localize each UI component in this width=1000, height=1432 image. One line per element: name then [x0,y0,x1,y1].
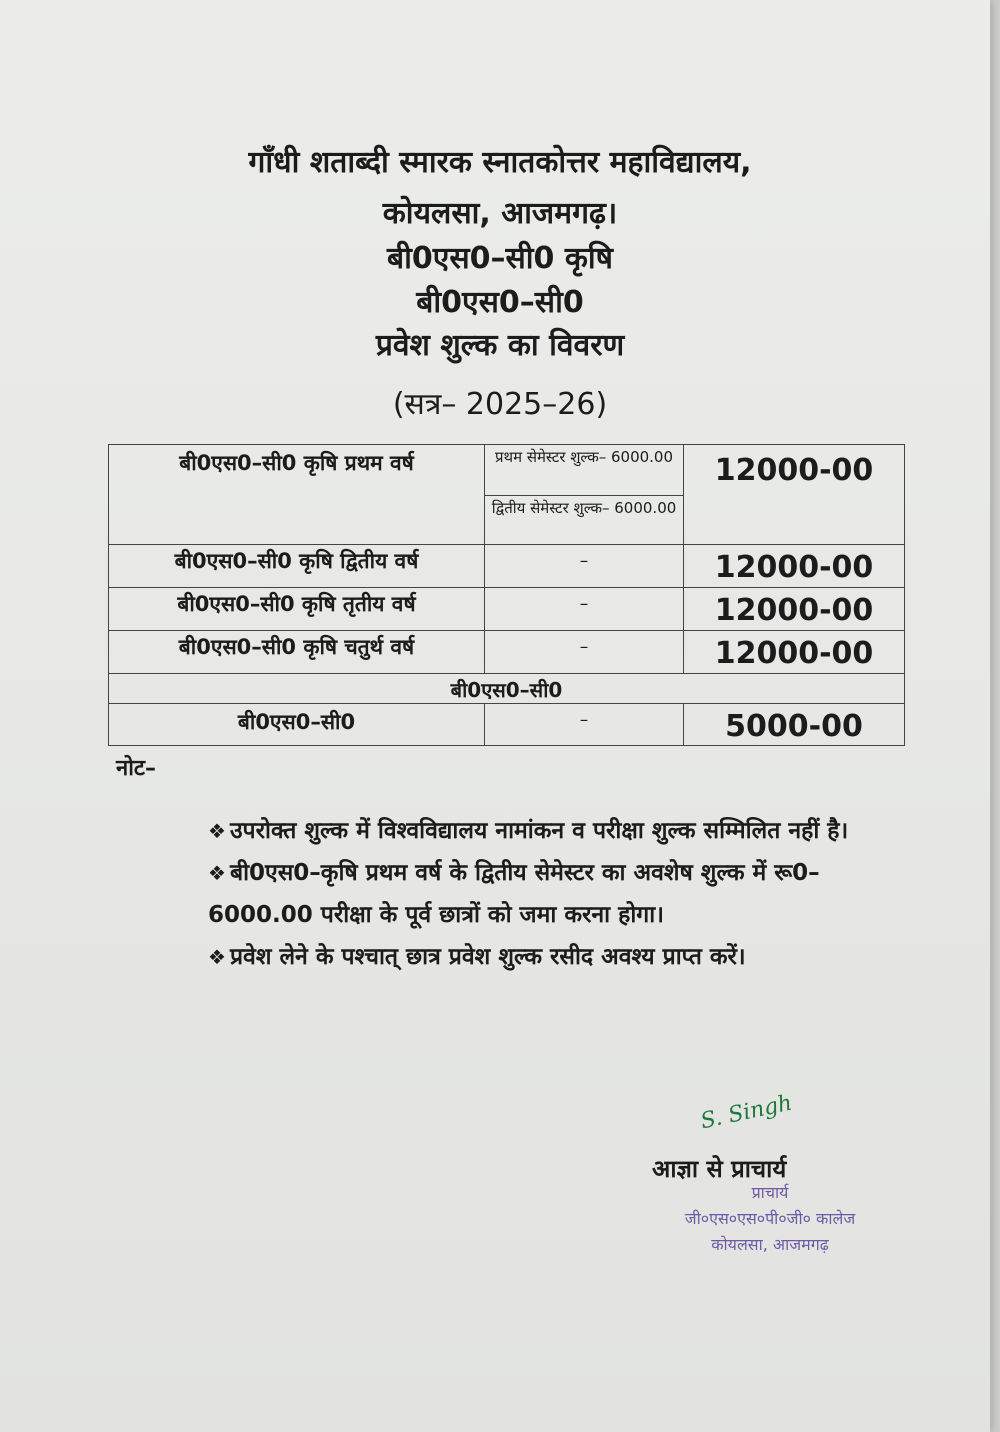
course-cell: बी0एस0–सी0 [109,704,485,746]
course-cell: बी0एस0–सी0 कृषि तृतीय वर्ष [109,588,485,631]
semester-2-fee: द्वितीय सेमेस्टर शुल्क– 6000.00 [491,499,677,517]
detail-cell: – [485,545,684,588]
section-heading-row [109,674,905,704]
note-item: ❖ प्रवेश लेने के पश्चात् छात्र प्रवेश शुल्क रसीद अवश्य प्राप्त करें। [208,944,746,970]
diamond-bullet-icon: ❖ [208,945,226,969]
diamond-bullet-icon: ❖ [208,819,226,843]
signatory-text: आज्ञा से प्राचार्य [652,1155,787,1183]
note-label: नोट– [116,756,156,781]
session-label: (सत्र– 2025–26) [392,387,608,422]
course-cell: बी0एस0–सी0 कृषि प्रथम वर्ष [109,445,485,545]
course-cell: बी0एस0–सी0 कृषि द्वितीय वर्ष [109,545,485,588]
course-title-bsc: बी0एस0–सी0 [416,285,584,320]
amount-cell: 5000-00 [684,704,905,746]
official-stamp: प्राचार्य जी०एस०एस०पी०जी० कालेज कोयलसा, आजमगढ़ [684,1183,856,1254]
course-cell: बी0एस0–सी0 कृषि चतुर्थ वर्ष [109,631,485,674]
note-item: ❖ उपरोक्त शुल्क में विश्वविद्यालय नामांकन व परीक्षा शुल्क सम्मिलित नहीं है। [208,818,849,844]
semester-1-fee: प्रथम सेमेस्टर शुल्क– 6000.00 [485,445,683,496]
amount-cell: 12000-00 [684,545,905,588]
section-heading: बी0एस0–सी0 [109,674,905,704]
detail-cell: – [485,631,684,674]
document-subject: प्रवेश शुल्क का विवरण [375,328,625,363]
detail-cell: – [485,588,684,631]
diamond-bullet-icon: ❖ [208,861,226,885]
table-row [109,445,905,545]
detail-cell: – [485,704,684,746]
amount-cell: 12000-00 [684,445,905,545]
amount-cell: 12000-00 [684,588,905,631]
handwritten-signature: S. Singh [698,1090,795,1135]
note-item: ❖ बी0एस0–कृषि प्रथम वर्ष के द्वितीय सेमेस्टर का अवशेष शुल्क में रू0– 6000.00 परीक्षा के पूर्व छात्रों को जमा करना होगा। [208,860,820,928]
amount-cell: 12000-00 [684,631,905,674]
notes-list [208,810,908,978]
course-title-agri: बी0एस0–सी0 कृषि [386,241,614,276]
table-row [109,704,905,746]
table-row [109,588,905,631]
semester-cell [485,445,684,545]
table-row [109,631,905,674]
college-name: गाँधी शताब्दी स्मारक स्नातकोत्तर महाविद्यालय, [248,145,752,180]
table-row [109,545,905,588]
fee-table [108,444,905,746]
college-location: कोयलसा, आजमगढ़। [382,196,618,231]
